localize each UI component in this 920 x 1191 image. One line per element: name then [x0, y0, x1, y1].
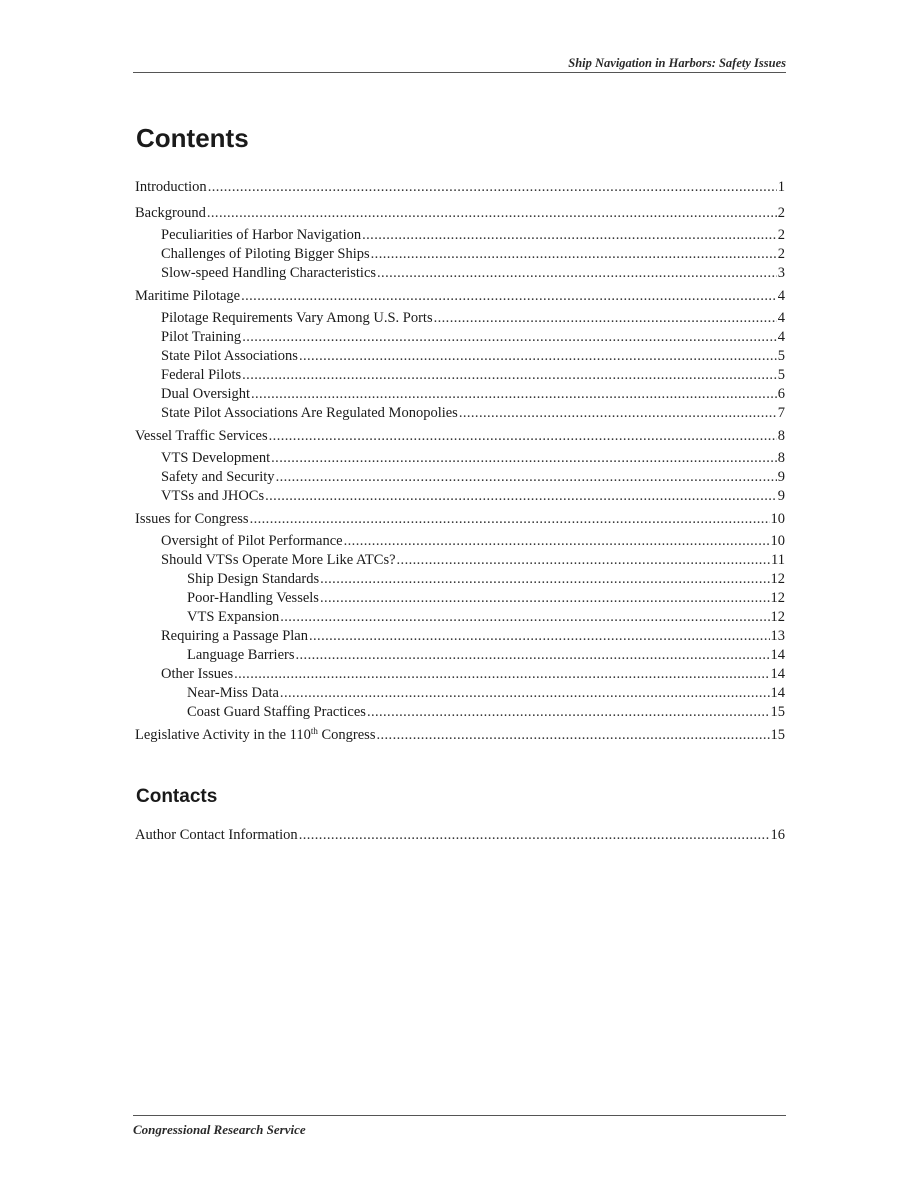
- dot-leader: [377, 264, 777, 282]
- toc-page-number: 2: [777, 205, 785, 221]
- toc-entry[interactable]: [135, 726, 785, 744]
- dot-leader: [367, 703, 770, 721]
- toc-page-number: 8: [777, 428, 785, 444]
- toc-entry-title: Peculiarities of Harbor Navigation: [161, 227, 362, 243]
- dot-leader: [296, 646, 770, 664]
- toc-page-number: 14: [770, 685, 785, 701]
- dot-leader: [269, 427, 777, 445]
- toc-entry[interactable]: [161, 532, 785, 550]
- running-header: [133, 55, 786, 73]
- toc-page-number: 4: [777, 310, 785, 326]
- dot-leader: [241, 287, 777, 305]
- toc-page-number: 10: [770, 533, 785, 549]
- dot-leader: [299, 347, 777, 365]
- dot-leader: [299, 826, 770, 844]
- toc-page-number: 12: [770, 571, 785, 587]
- toc-entry-title: Issues for Congress: [135, 511, 249, 527]
- toc-entry-title: Coast Guard Staffing Practices: [187, 704, 366, 720]
- toc-entry[interactable]: [161, 366, 785, 384]
- running-header-title: Ship Navigation in Harbors: Safety Issues: [568, 56, 786, 70]
- dot-leader: [265, 487, 777, 505]
- dot-leader: [271, 449, 777, 467]
- toc-entry-title: Near-Miss Data: [187, 685, 279, 701]
- dot-leader: [208, 178, 777, 196]
- toc-entry-title: Slow-speed Handling Characteristics: [161, 265, 377, 281]
- dot-leader: [309, 627, 770, 645]
- toc-entry[interactable]: [161, 449, 785, 467]
- toc-entry-title: Background: [135, 205, 206, 221]
- toc-entry-title: Oversight of Pilot Performance: [161, 533, 343, 549]
- toc-entry-title: VTS Development: [161, 450, 271, 466]
- toc-entry-title: Dual Oversight: [161, 386, 250, 402]
- dot-leader: [242, 366, 777, 384]
- dot-leader: [371, 245, 777, 263]
- toc-entry[interactable]: [187, 608, 785, 626]
- ordinal-superscript: th: [310, 726, 318, 736]
- dot-leader: [280, 684, 770, 702]
- toc-page-number: 16: [770, 827, 785, 843]
- toc-entry[interactable]: [161, 226, 785, 244]
- toc-page-number: 14: [770, 666, 785, 682]
- toc-page-number: 4: [777, 288, 785, 304]
- toc-entry-title: Language Barriers: [187, 647, 295, 663]
- toc-entry-title: Poor-Handling Vessels: [187, 590, 319, 606]
- toc-entry-title: VTS Expansion: [187, 609, 280, 625]
- toc-entry[interactable]: [187, 703, 785, 721]
- toc-entry[interactable]: [135, 826, 785, 844]
- toc-page-number: 15: [770, 727, 785, 743]
- toc-entry[interactable]: [161, 468, 785, 486]
- toc-entry[interactable]: [187, 589, 785, 607]
- dot-leader: [376, 726, 769, 744]
- dot-leader: [362, 226, 777, 244]
- toc-entry[interactable]: [161, 385, 785, 403]
- running-footer-text: Congressional Research Service: [133, 1122, 306, 1137]
- toc-page-number: 2: [777, 227, 785, 243]
- toc-page-number: 5: [777, 367, 785, 383]
- toc-page-number: 5: [777, 348, 785, 364]
- toc-entry-title: Author Contact Information: [135, 827, 298, 843]
- dot-leader: [280, 608, 769, 626]
- toc-entry[interactable]: [135, 287, 785, 305]
- toc-page-number: 15: [770, 704, 785, 720]
- toc-page-number: 1: [777, 179, 785, 195]
- dot-leader: [250, 510, 770, 528]
- running-footer: [133, 1115, 786, 1138]
- toc-page-number: 14: [770, 647, 785, 663]
- toc-page-number: 9: [777, 488, 785, 504]
- toc-entry-title: Pilotage Requirements Vary Among U.S. Ports: [161, 310, 433, 326]
- toc-entry-title: Pilot Training: [161, 329, 242, 345]
- toc-entry[interactable]: [187, 570, 785, 588]
- toc-entry-title: Legislative Activity in the 110th Congress: [135, 726, 376, 743]
- toc-entry-title: Challenges of Piloting Bigger Ships: [161, 246, 370, 262]
- dot-leader: [320, 570, 769, 588]
- toc-page-number: 2: [777, 246, 785, 262]
- toc-entry[interactable]: [135, 510, 785, 528]
- dot-leader: [434, 309, 777, 327]
- toc-page-number: 9: [777, 469, 785, 485]
- toc-entry-title: Should VTSs Operate More Like ATCs?: [161, 552, 396, 568]
- toc-entry-title: Introduction: [135, 179, 207, 195]
- toc-entry[interactable]: [135, 178, 785, 196]
- dot-leader: [459, 404, 777, 422]
- toc-entry[interactable]: [161, 264, 785, 282]
- toc-entry-title: State Pilot Associations: [161, 348, 298, 364]
- toc-entry[interactable]: [161, 245, 785, 263]
- toc-entry-title: State Pilot Associations Are Regulated Monopolies: [161, 405, 458, 421]
- toc-page-number: 10: [770, 511, 785, 527]
- toc-page-number: 7: [777, 405, 785, 421]
- toc-entry-title: Requiring a Passage Plan: [161, 628, 308, 644]
- toc-page-number: 12: [770, 609, 785, 625]
- toc-page-number: 11: [771, 552, 785, 568]
- toc-entry[interactable]: [187, 646, 785, 664]
- toc-entry-title: Maritime Pilotage: [135, 288, 241, 304]
- toc-page-number: 3: [777, 265, 785, 281]
- toc-entry[interactable]: [161, 309, 785, 327]
- toc-entry[interactable]: [161, 404, 785, 422]
- toc-entry-title: Safety and Security: [161, 469, 275, 485]
- toc-entry[interactable]: [161, 487, 785, 505]
- toc-page-number: 6: [777, 386, 785, 402]
- toc-entry-title: Ship Design Standards: [187, 571, 320, 587]
- toc-entry[interactable]: [135, 427, 785, 445]
- toc-entry[interactable]: [135, 204, 785, 222]
- toc-entry[interactable]: [161, 347, 785, 365]
- toc-entry-title: VTSs and JHOCs: [161, 488, 265, 504]
- dot-leader: [320, 589, 770, 607]
- toc-entry[interactable]: [187, 684, 785, 702]
- dot-leader: [234, 665, 769, 683]
- dot-leader: [397, 551, 771, 569]
- toc-page-number: 4: [777, 329, 785, 345]
- toc-page-number: 8: [777, 450, 785, 466]
- dot-leader: [242, 328, 777, 346]
- toc-page-number: 13: [770, 628, 785, 644]
- dot-leader: [251, 385, 777, 403]
- toc-entry-title: Vessel Traffic Services: [135, 428, 268, 444]
- contacts-heading: Contacts: [136, 786, 218, 807]
- toc-entry-title: Other Issues: [161, 666, 234, 682]
- toc-entry[interactable]: [161, 665, 785, 683]
- toc-entry[interactable]: [161, 328, 785, 346]
- toc-entry[interactable]: [161, 551, 785, 569]
- toc-entry[interactable]: [161, 627, 785, 645]
- dot-leader: [207, 204, 777, 222]
- contents-heading: Contents: [136, 123, 249, 153]
- toc-entry-title: Federal Pilots: [161, 367, 242, 383]
- dot-leader: [276, 468, 777, 486]
- toc-page-number: 12: [770, 590, 785, 606]
- dot-leader: [344, 532, 770, 550]
